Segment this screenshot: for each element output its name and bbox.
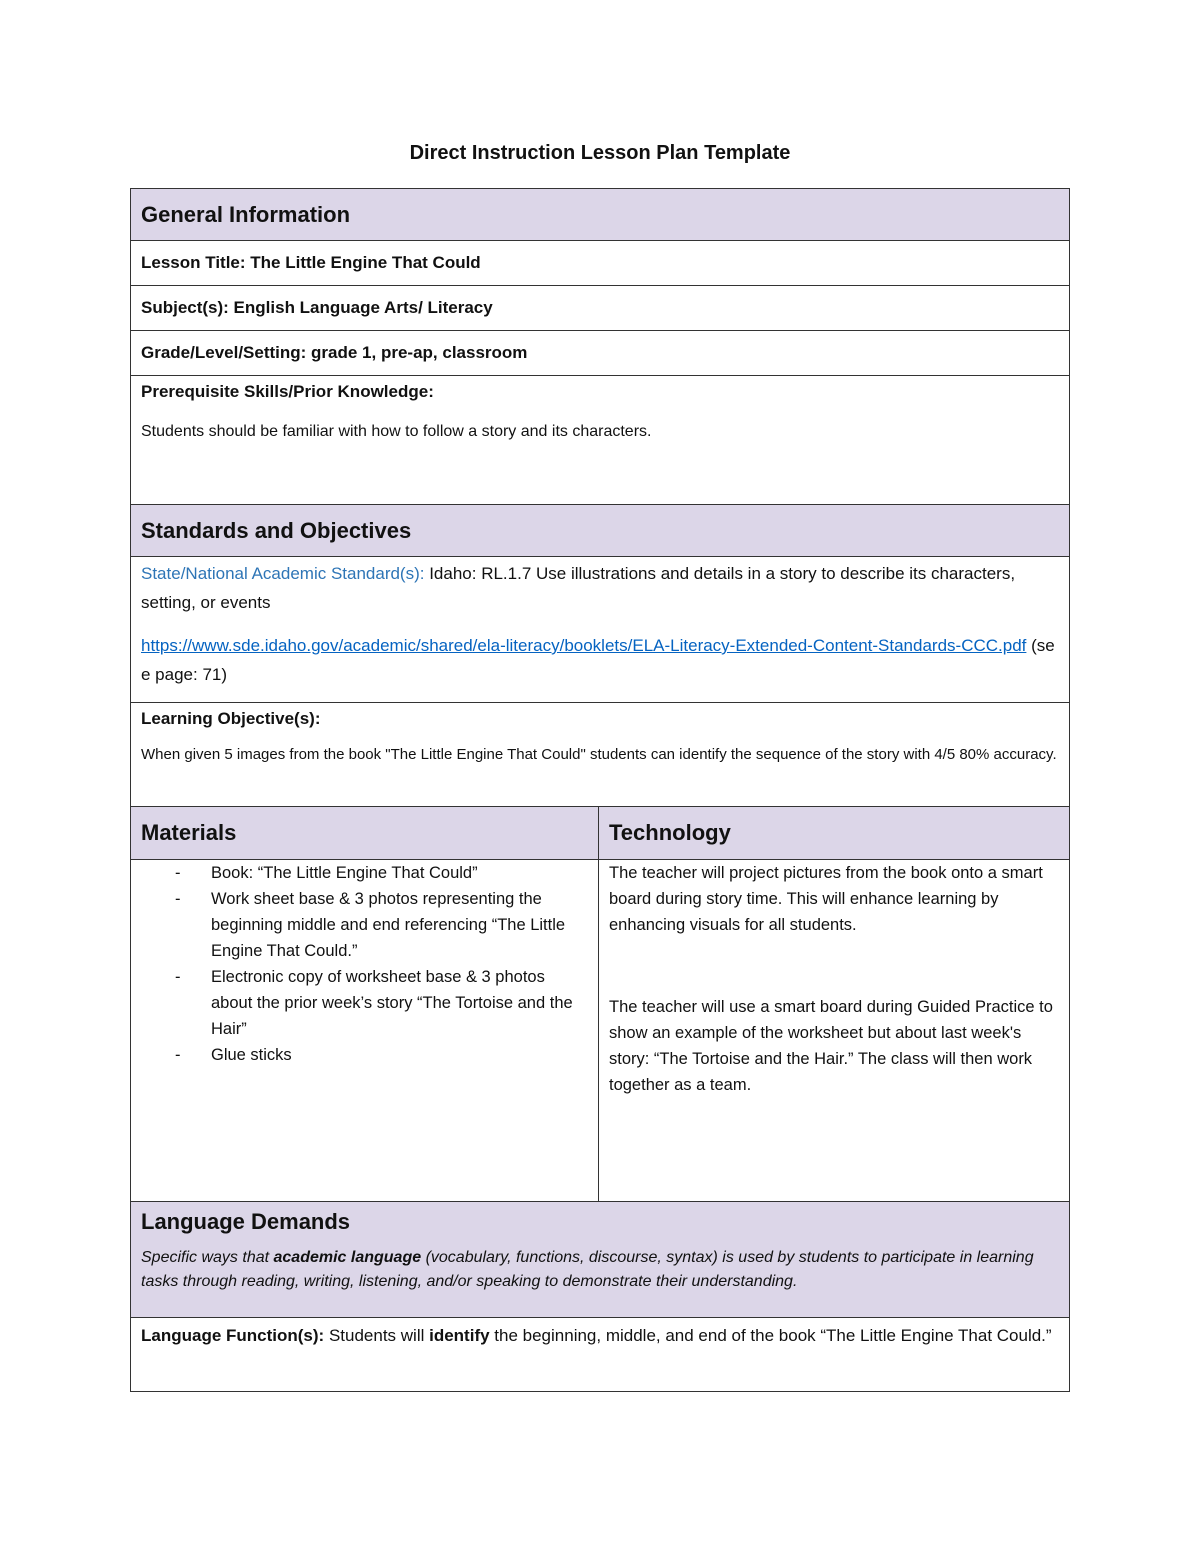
list-item: - Book: “The Little Engine That Could” (141, 860, 588, 886)
technology-heading: Technology (609, 820, 731, 845)
document-title: Direct Instruction Lesson Plan Template (409, 142, 791, 164)
materials-cell (131, 860, 599, 1201)
standards-objectives-heading: Standards and Objectives (141, 517, 412, 543)
lesson-title: Lesson Title: The Little Engine That Could (141, 253, 481, 272)
language-function-label: Language Function(s): (141, 1326, 325, 1345)
technology-paragraph-1: The teacher will project pictures from the book onto a smart board during story time. This will enhance learning by enhancing visuals for all students. (609, 864, 1043, 934)
materials-heading: Materials (131, 807, 599, 859)
language-function-text: Language Function(s): Students will identify the beginning, middle, and end of the book “The Little Engine That Could.” (141, 1326, 1052, 1345)
list-item: - Glue sticks (141, 1042, 588, 1068)
lesson-title-row (131, 241, 1069, 286)
prerequisite-row (131, 376, 1069, 505)
learning-objective-row (131, 703, 1069, 807)
learning-objective-label: Learning Objective(s): (141, 709, 321, 728)
standard-link-line (141, 631, 1059, 689)
materials-technology-body (131, 860, 1069, 1202)
technology-cell (599, 860, 1069, 1201)
subjects-row (131, 286, 1069, 331)
standards-row (131, 557, 1069, 703)
general-information-heading: General Information (141, 201, 351, 227)
prerequisite-text: Students should be familiar with how to follow a story and its characters. (141, 423, 652, 440)
language-demands-description: Specific ways that academic language (vocabulary, functions, discourse, syntax) is used by students to participate in learning tasks through reading, writing, listening, and/or speaking to demonstrate their understanding. (141, 1249, 1034, 1290)
standard-label: State/National Academic Standard(s): (141, 564, 425, 583)
identify-term: identify (429, 1326, 490, 1345)
grade-level-setting: Grade/Level/Setting: grade 1, pre-ap, classroom (141, 343, 528, 362)
subjects: Subject(s): English Language Arts/ Literacy (141, 298, 493, 317)
list-item: - Electronic copy of worksheet base & 3 photos about the prior week’s story “The Tortoise and the Hair” (141, 964, 588, 1042)
standard-text: Idaho: RL.1.7 Use illustrations and details in a story to describe its characters, setting, or events (141, 564, 1016, 612)
general-information-header (131, 189, 1069, 241)
standards-objectives-header (131, 505, 1069, 557)
prerequisite-label: Prerequisite Skills/Prior Knowledge: (141, 382, 434, 401)
materials-technology-header (131, 807, 1069, 860)
grade-row (131, 331, 1069, 376)
language-function-row (131, 1318, 1069, 1391)
list-item: - Work sheet base & 3 photos representing the beginning middle and end referencing “The Little Engine That Could.” (141, 886, 588, 964)
standards-link[interactable]: https://www.sde.idaho.gov/academic/shared/ela-literacy/booklets/ELA-Literacy-Extended-Content-Standards-CCC.pdf (141, 636, 1027, 655)
materials-list (141, 860, 588, 1068)
technology-paragraph-2: The teacher will use a smart board during Guided Practice to show an example of the worksheet but about last week's story: “The Tortoise and the Hair.” The class will then work together as a team. (609, 998, 1053, 1094)
standard-description (141, 559, 1059, 617)
learning-objective-text: When given 5 images from the book "The Little Engine That Could" students can identify the sequence of the story with 4/5 80% accuracy. (141, 746, 1057, 763)
academic-language-term: academic language (273, 1249, 422, 1266)
language-demands-section (131, 1202, 1069, 1318)
link-note: (see page: 71) (141, 636, 1055, 684)
language-demands-heading: Language Demands (141, 1209, 351, 1234)
lesson-plan-table (130, 188, 1070, 1392)
